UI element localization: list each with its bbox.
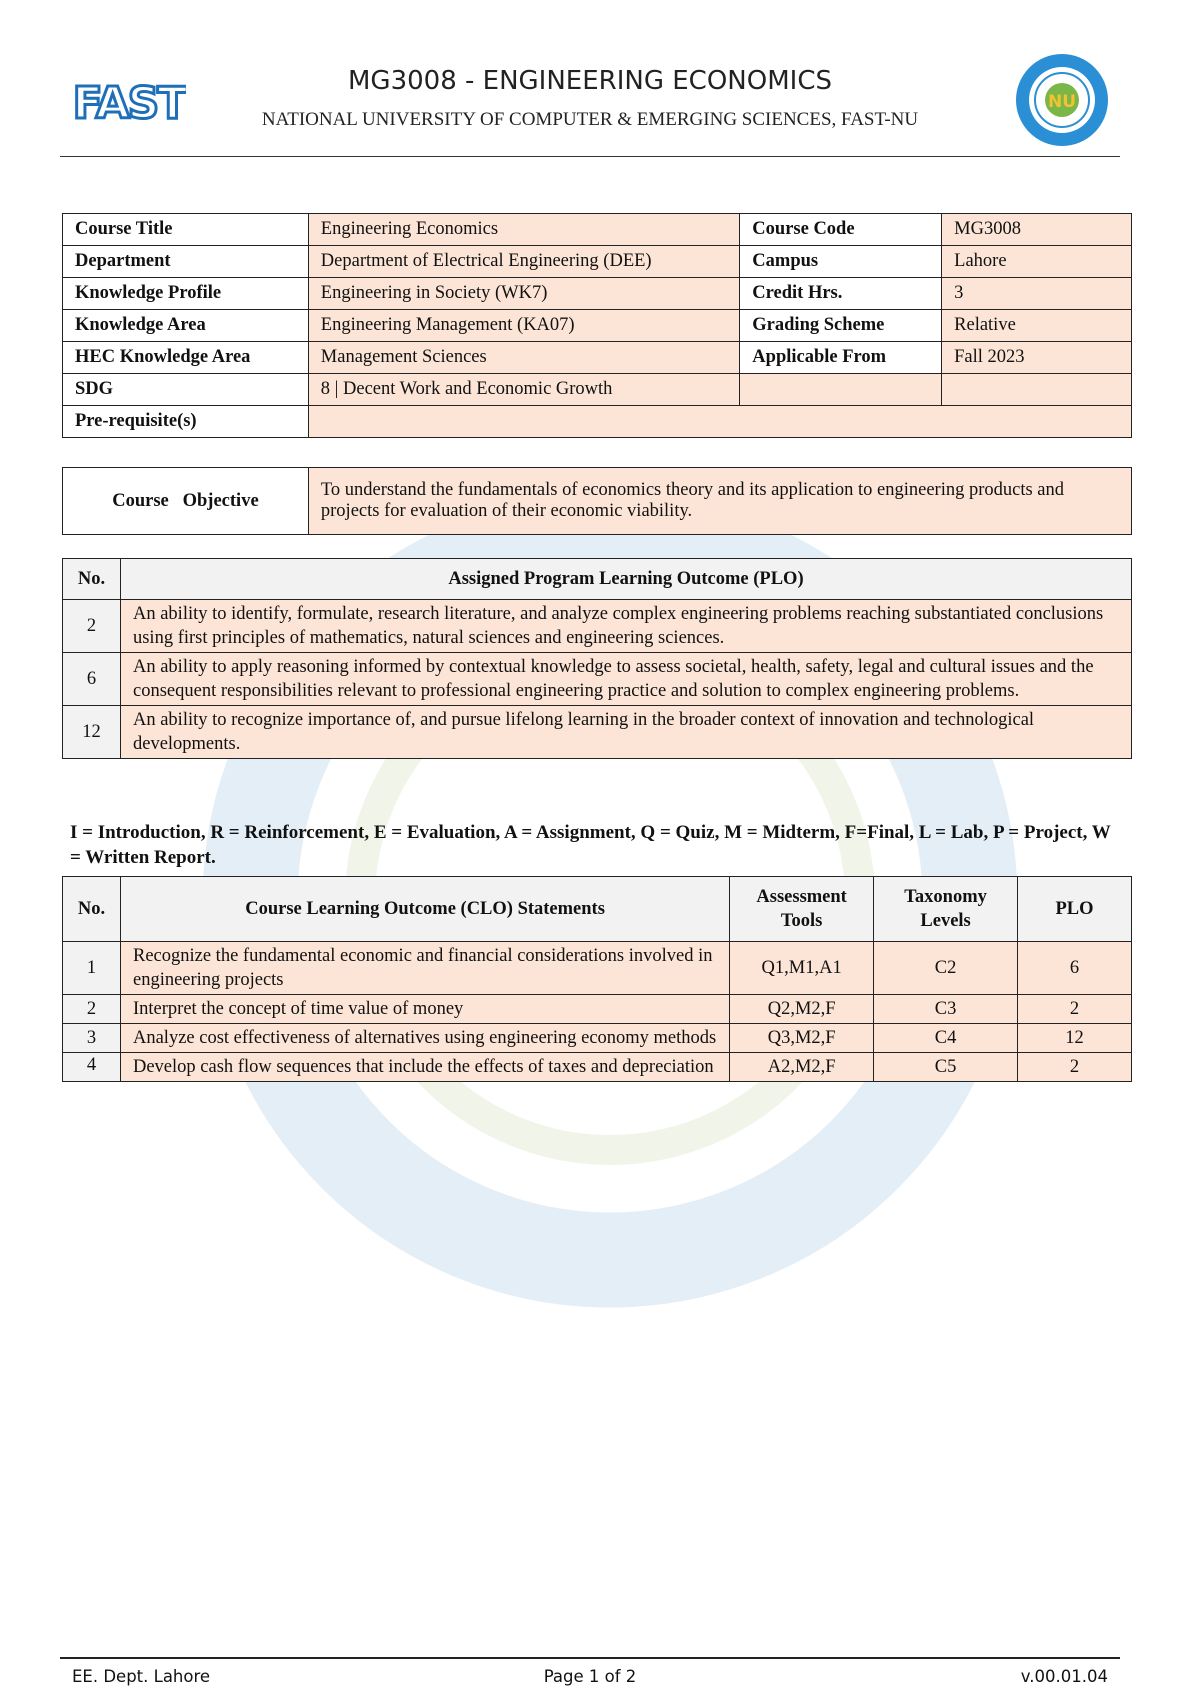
info-label bbox=[740, 374, 942, 406]
info-value: 8 | Decent Work and Economic Growth bbox=[308, 374, 740, 406]
clo-assessment-tools: Q1,M1,A1 bbox=[730, 942, 874, 995]
clo-taxonomy-level: C2 bbox=[874, 942, 1018, 995]
info-value bbox=[942, 374, 1132, 406]
table-row bbox=[63, 1024, 1132, 1053]
info-label: Applicable From bbox=[740, 342, 942, 374]
clo-number: 2 bbox=[63, 995, 121, 1024]
info-value: MG3008 bbox=[942, 214, 1132, 246]
table-row bbox=[63, 600, 1132, 653]
table-row bbox=[63, 468, 1132, 535]
clo-table bbox=[62, 876, 1132, 1082]
clo-number: 1 bbox=[63, 942, 121, 995]
table-row bbox=[63, 214, 1132, 246]
clo-plo: 12 bbox=[1018, 1024, 1132, 1053]
info-label: SDG bbox=[63, 374, 309, 406]
table-header-row bbox=[63, 877, 1132, 942]
document-title: MG3008 - ENGINEERING ECONOMICS bbox=[348, 66, 832, 96]
table-row bbox=[63, 942, 1132, 995]
table-row bbox=[63, 653, 1132, 706]
clo-statement: Interpret the concept of time value of money bbox=[120, 995, 729, 1024]
info-value: Fall 2023 bbox=[942, 342, 1132, 374]
info-value bbox=[308, 406, 1131, 438]
plo-number: 12 bbox=[63, 706, 121, 759]
table-row bbox=[63, 406, 1132, 438]
clo-taxonomy-level: C3 bbox=[874, 995, 1018, 1024]
info-value: Relative bbox=[942, 310, 1132, 342]
table-row bbox=[63, 246, 1132, 278]
footer-page-number: Page 1 of 2 bbox=[543, 1667, 637, 1686]
column-header: No. bbox=[63, 877, 121, 942]
course-objective-table bbox=[62, 467, 1132, 535]
info-label: Pre-requisite(s) bbox=[63, 406, 309, 438]
column-header: Assessment Tools bbox=[730, 877, 874, 942]
plo-table bbox=[62, 558, 1132, 759]
clo-assessment-tools: Q3,M2,F bbox=[730, 1024, 874, 1053]
footer-version: v.00.01.04 bbox=[1020, 1667, 1108, 1686]
column-header: PLO bbox=[1018, 877, 1132, 942]
table-row bbox=[63, 374, 1132, 406]
clo-plo: 6 bbox=[1018, 942, 1132, 995]
info-label: Grading Scheme bbox=[740, 310, 942, 342]
objective-text: To understand the fundamentals of economics theory and its application to engineering products and projects for evaluation of their economic viability. bbox=[308, 468, 1131, 535]
info-label: Course Title bbox=[63, 214, 309, 246]
page-footer bbox=[60, 1657, 1120, 1686]
table-row bbox=[63, 995, 1132, 1024]
plo-text: An ability to apply reasoning informed by contextual knowledge to assess societal, health, safety, legal and cultural issues and the consequent responsibilities relevant to professional engineering practice and solution to complex engineering problems. bbox=[120, 653, 1131, 706]
clo-statement: Develop cash flow sequences that include the effects of taxes and depreciation bbox=[120, 1053, 729, 1082]
table-header-row bbox=[63, 559, 1132, 600]
column-header: Course Learning Outcome (CLO) Statements bbox=[120, 877, 729, 942]
plo-text: An ability to identify, formulate, research literature, and analyze complex engineering problems reaching substantiated conclusions using first principles of mathematics, natural sciences and engineering sciences. bbox=[120, 600, 1131, 653]
table-row bbox=[63, 278, 1132, 310]
clo-statement: Analyze cost effectiveness of alternatives using engineering economy methods bbox=[120, 1024, 729, 1053]
info-value: Lahore bbox=[942, 246, 1132, 278]
clo-plo: 2 bbox=[1018, 995, 1132, 1024]
clo-statement: Recognize the fundamental economic and financial considerations involved in engineering projects bbox=[120, 942, 729, 995]
info-label: Campus bbox=[740, 246, 942, 278]
clo-assessment-tools: A2,M2,F bbox=[730, 1053, 874, 1082]
info-value: Engineering in Society (WK7) bbox=[308, 278, 740, 310]
info-label: HEC Knowledge Area bbox=[63, 342, 309, 374]
plo-number: 6 bbox=[63, 653, 121, 706]
objective-label: Course Objective bbox=[63, 468, 309, 535]
table-row bbox=[63, 706, 1132, 759]
course-info-table bbox=[62, 213, 1132, 438]
clo-number: 3 bbox=[63, 1024, 121, 1053]
info-label: Knowledge Profile bbox=[63, 278, 309, 310]
info-label: Knowledge Area bbox=[63, 310, 309, 342]
plo-text: An ability to recognize importance of, and pursue lifelong learning in the broader context of innovation and technological developments. bbox=[120, 706, 1131, 759]
clo-plo: 2 bbox=[1018, 1053, 1132, 1082]
document-header bbox=[60, 50, 1120, 157]
info-label: Course Code bbox=[740, 214, 942, 246]
info-value: Engineering Management (KA07) bbox=[308, 310, 740, 342]
table-row bbox=[63, 1053, 1132, 1082]
clo-assessment-tools: Q2,M2,F bbox=[730, 995, 874, 1024]
column-header: Taxonomy Levels bbox=[874, 877, 1018, 942]
info-label: Department bbox=[63, 246, 309, 278]
svg-text:NU: NU bbox=[1047, 92, 1077, 112]
clo-taxonomy-level: C4 bbox=[874, 1024, 1018, 1053]
university-seal-icon bbox=[1014, 52, 1110, 148]
info-value: Department of Electrical Engineering (DEE) bbox=[308, 246, 740, 278]
info-value: Management Sciences bbox=[308, 342, 740, 374]
column-header: No. bbox=[63, 559, 121, 600]
info-value: 3 bbox=[942, 278, 1132, 310]
clo-taxonomy-level: C5 bbox=[874, 1053, 1018, 1082]
table-row bbox=[63, 310, 1132, 342]
university-name: NATIONAL UNIVERSITY OF COMPUTER & EMERGING SCIENCES, FAST-NU bbox=[261, 109, 919, 130]
plo-number: 2 bbox=[63, 600, 121, 653]
table-row bbox=[63, 342, 1132, 374]
svg-text:FAST: FAST bbox=[72, 78, 186, 124]
footer-department: EE. Dept. Lahore bbox=[72, 1667, 211, 1686]
assessment-legend: I = Introduction, R = Reinforcement, E = Evaluation, A = Assignment, Q = Quiz, M = Midterm, F=Final, L = Lab, P = Project, W = Written Report. bbox=[70, 822, 1111, 868]
info-value: Engineering Economics bbox=[308, 214, 740, 246]
column-header: Assigned Program Learning Outcome (PLO) bbox=[120, 559, 1131, 600]
clo-number: 4 bbox=[63, 1053, 121, 1082]
info-label: Credit Hrs. bbox=[740, 278, 942, 310]
